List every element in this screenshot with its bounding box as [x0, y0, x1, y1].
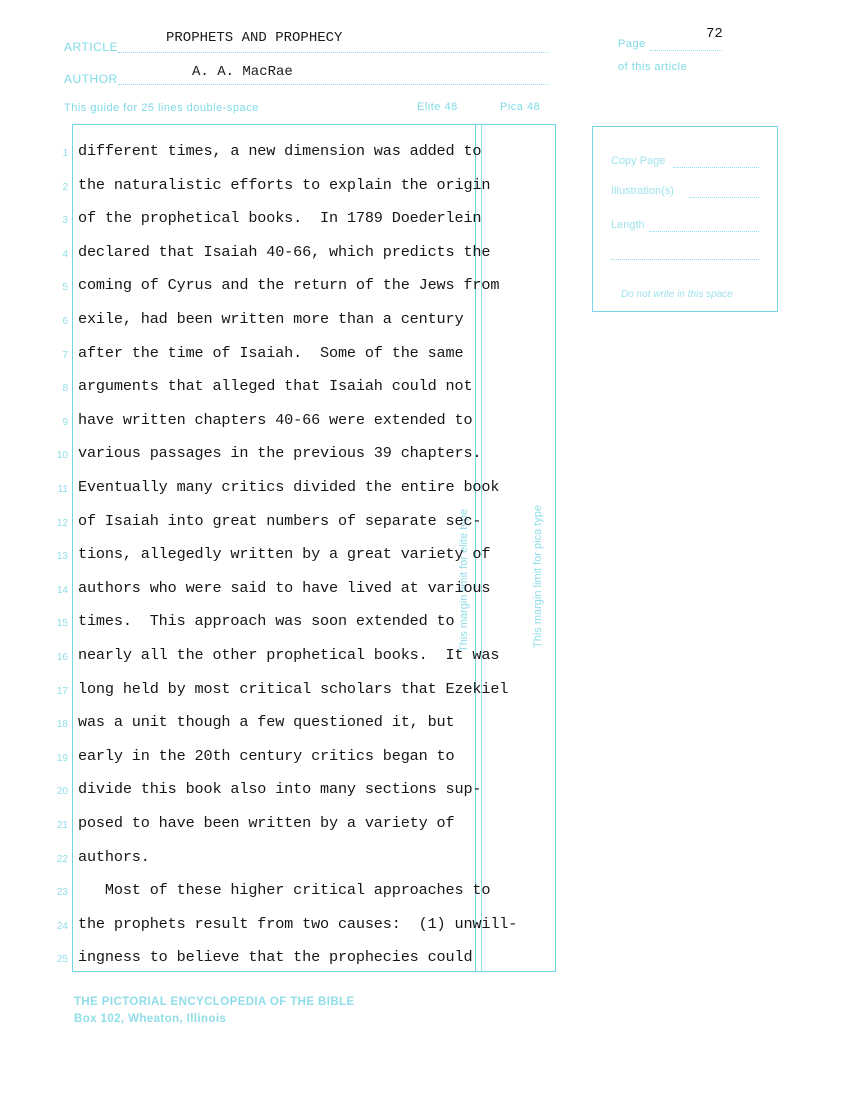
line-number: 10 — [56, 450, 68, 462]
line-number: 24 — [56, 920, 68, 932]
line-number: 9 — [62, 416, 68, 428]
office-use-box — [592, 126, 778, 312]
line-number: 25 — [56, 954, 68, 966]
article-dotline — [118, 52, 548, 53]
body-line: declared that Isaiah 40-66, which predicts the — [78, 242, 491, 261]
line-number: 15 — [56, 618, 68, 630]
body-line: the naturalistic efforts to explain the origin — [78, 175, 491, 194]
page-number: 72 — [706, 26, 723, 42]
body-line: after the time of Isaiah. Some of the same — [78, 343, 464, 362]
do-not-write-note: Do not write in this space — [621, 289, 733, 300]
copy-page-field — [611, 155, 665, 167]
length-field — [611, 219, 645, 231]
elite-count: Elite 48 — [417, 101, 458, 113]
body-line: authors. — [78, 847, 150, 866]
pica-margin-label: This margin limit for pica type — [532, 504, 544, 648]
body-line: various passages in the previous 39 chapters. — [78, 444, 482, 463]
length-label: Length — [611, 219, 645, 231]
line-number: 4 — [62, 248, 68, 260]
body-line: early in the 20th century critics began to — [78, 746, 455, 765]
line-number: 21 — [56, 820, 68, 831]
line-number: 20 — [56, 786, 68, 798]
body-line: posed to have been written by a variety of — [78, 814, 455, 832]
illustrations-dotline — [689, 197, 759, 198]
body-line: the prophets result from two causes: (1) unwill- — [78, 914, 518, 933]
body-line: coming of Cyrus and the return of the Jews from — [78, 276, 500, 295]
body-line: long held by most critical scholars that Ezekiel — [78, 679, 509, 698]
body-line: different times, a new dimension was added to — [78, 142, 482, 160]
body-line: arguments that alleged that Isaiah could not — [78, 377, 473, 396]
page-dotline — [650, 50, 722, 51]
line-number: 19 — [56, 752, 68, 764]
body-line: nearly all the other prophetical books. It was — [78, 646, 500, 664]
body-line: have written chapters 40-66 were extended to — [78, 410, 473, 429]
body-line: tions, allegedly written by a great variety of — [78, 545, 491, 564]
page-label: Page — [618, 38, 646, 50]
of-this-article-label: of this article — [618, 61, 688, 73]
line-number: 8 — [62, 383, 68, 395]
line-number: 14 — [56, 584, 68, 596]
publisher-address: Box 102, Wheaton, Illinois — [74, 1013, 227, 1025]
length-dotline — [649, 231, 759, 232]
line-number: 3 — [62, 215, 68, 227]
body-line: ingness to believe that the prophecies could — [78, 948, 473, 967]
line-number: 6 — [62, 316, 68, 327]
elite-margin-label: This margin limit for elite type — [458, 508, 470, 652]
article-title: PROPHETS AND PROPHECY — [166, 30, 343, 46]
line-number: 1 — [62, 148, 68, 159]
body-line: authors who were said to have lived at various — [78, 578, 491, 597]
blank-dotline — [611, 259, 759, 260]
guide-text: This guide for 25 lines double-space — [64, 102, 259, 114]
line-number: 13 — [56, 551, 68, 563]
author-label: AUTHOR — [64, 72, 118, 86]
body-line: Most of these higher critical approaches to — [78, 881, 491, 900]
body-line: of the prophetical books. In 1789 Doederlein — [78, 209, 482, 228]
line-number: 23 — [56, 887, 68, 899]
publisher-name: THE PICTORIAL ENCYCLOPEDIA OF THE BIBLE — [74, 996, 355, 1008]
copy-page-label: Copy Page — [611, 155, 666, 167]
body-line: times. This approach was soon extended to — [78, 612, 455, 631]
pica-count: Pica 48 — [500, 101, 541, 113]
line-number: 22 — [56, 853, 68, 865]
line-number: 7 — [62, 349, 68, 361]
line-number: 18 — [56, 719, 68, 731]
line-number: 16 — [56, 652, 68, 663]
line-number: 17 — [56, 685, 68, 697]
copy-page-dotline — [673, 167, 759, 168]
body-line: exile, had been written more than a century — [78, 310, 464, 328]
illustrations-field — [611, 185, 674, 197]
illustrations-label: Illustration(s) — [611, 185, 674, 197]
article-label: ARTICLE — [64, 40, 118, 54]
line-number: 11 — [57, 484, 68, 495]
line-number: 2 — [62, 181, 68, 193]
author-name: A. A. MacRae — [192, 64, 293, 80]
body-line: of Isaiah into great numbers of separate sec- — [78, 511, 482, 530]
author-dotline — [118, 84, 548, 85]
body-line: divide this book also into many sections sup- — [78, 780, 482, 799]
body-line: Eventually many critics divided the entire book — [78, 478, 500, 496]
line-number: 12 — [56, 517, 68, 529]
line-number: 5 — [62, 282, 68, 294]
body-line: was a unit though a few questioned it, but — [78, 713, 455, 732]
